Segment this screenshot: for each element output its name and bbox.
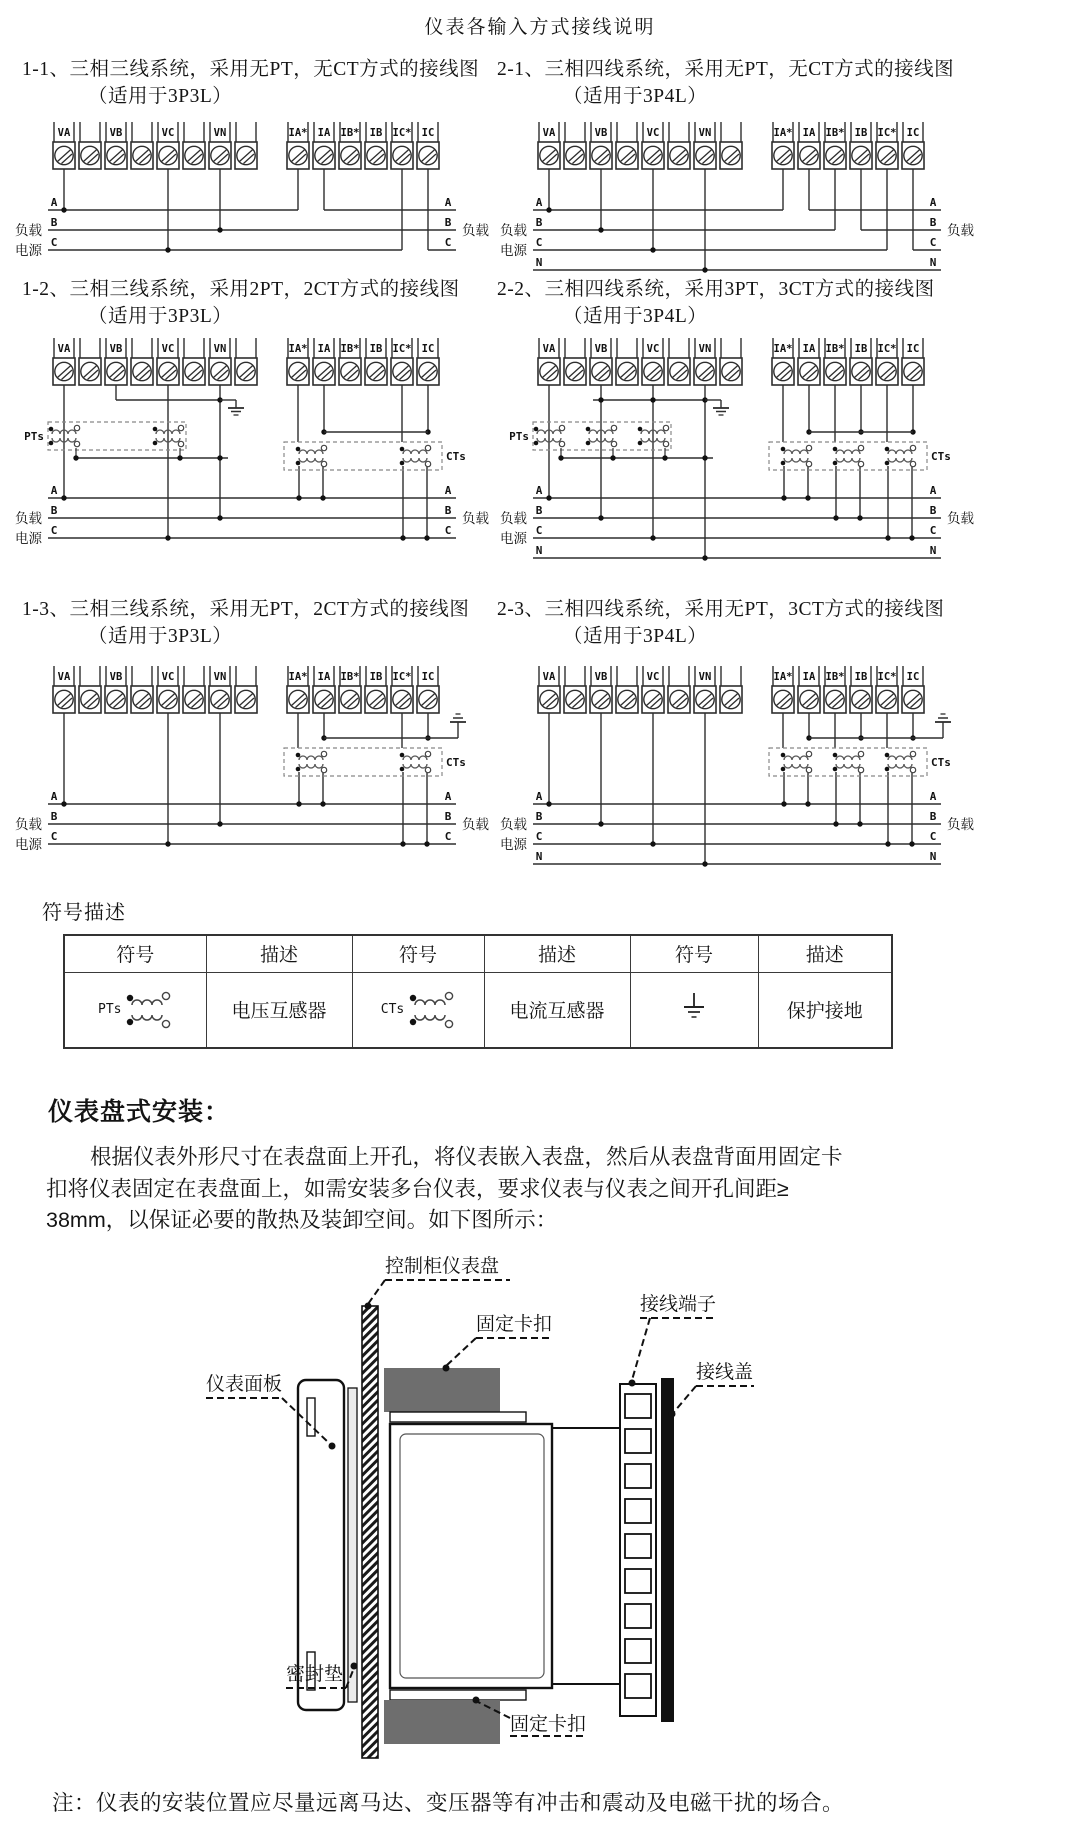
svg-text:IC*: IC* (392, 671, 412, 683)
svg-text:IA: IA (802, 127, 816, 139)
svg-text:IB*: IB* (825, 127, 845, 139)
diagram-title: 2-3、三相四线系统，采用无PT，3CT方式的接线图 (497, 599, 945, 620)
svg-text:IB: IB (369, 671, 383, 683)
svg-text:IB: IB (854, 671, 868, 683)
svg-text:VA: VA (57, 127, 71, 139)
svg-text:B: B (535, 504, 543, 517)
pt-symbol-icon (124, 989, 172, 1031)
ct-label: CTs (380, 1002, 405, 1018)
col-header: 描述 (484, 935, 630, 972)
svg-text:电源: 电源 (500, 243, 527, 258)
svg-text:N: N (929, 256, 937, 269)
svg-text:电源: 电源 (500, 531, 527, 546)
svg-text:负载: 负载 (462, 511, 489, 526)
svg-text:IB: IB (854, 127, 868, 139)
wiring-cover-bar (661, 1378, 674, 1722)
svg-text:VC: VC (646, 343, 660, 355)
svg-text:IC*: IC* (877, 343, 897, 355)
svg-text:负载: 负载 (947, 223, 974, 238)
svg-text:CTs: CTs (446, 756, 466, 769)
svg-text:B: B (50, 504, 58, 517)
svg-text:IA: IA (802, 343, 816, 355)
ct-description: 电流互感器 (484, 972, 630, 1048)
svg-text:C: C (444, 524, 452, 537)
label-fixing-clip-top (443, 1313, 553, 1372)
svg-text:C: C (444, 830, 452, 843)
svg-text:电源: 电源 (500, 837, 527, 852)
svg-text:C: C (929, 830, 937, 843)
svg-text:VN: VN (213, 343, 227, 355)
svg-text:B: B (444, 216, 452, 229)
svg-text:负载: 负载 (500, 817, 527, 832)
diagram-heading-2-1 (497, 56, 954, 110)
svg-text:A: A (444, 196, 452, 209)
svg-text:A: A (50, 484, 58, 497)
svg-text:负载: 负载 (500, 511, 527, 526)
label-seal-gasket (286, 1663, 358, 1689)
wiring-diagram-1-3 (12, 662, 492, 859)
svg-text:N: N (535, 850, 543, 863)
svg-text:负载: 负载 (947, 511, 974, 526)
wiring-diagram-2-1 (497, 118, 977, 285)
svg-text:C: C (535, 830, 543, 843)
svg-text:A: A (929, 790, 937, 803)
label-wiring-cover (669, 1361, 755, 1418)
symbol-table-row (64, 972, 892, 1048)
svg-text:固定卡扣: 固定卡扣 (476, 1314, 553, 1335)
svg-text:负载: 负载 (947, 817, 974, 832)
svg-text:VC: VC (161, 671, 175, 683)
svg-text:C: C (929, 524, 937, 537)
ground-description: 保护接地 (758, 972, 892, 1048)
svg-text:IA: IA (802, 671, 816, 683)
svg-text:VN: VN (213, 127, 227, 139)
svg-text:C: C (50, 524, 58, 537)
svg-text:N: N (535, 256, 543, 269)
svg-text:B: B (929, 504, 937, 517)
svg-text:VN: VN (698, 127, 712, 139)
svg-text:VA: VA (542, 671, 556, 683)
svg-text:C: C (929, 236, 937, 249)
svg-text:负载: 负载 (500, 223, 527, 238)
svg-text:电源: 电源 (15, 243, 42, 258)
svg-text:C: C (535, 236, 543, 249)
installation-paragraph (46, 1142, 1056, 1237)
meter-body (390, 1424, 620, 1688)
paragraph-line: 扣将仪表固定在表盘面上，如需安装多台仪表，要求仪表与仪表之间开孔间距≥ (46, 1176, 789, 1201)
svg-text:N: N (929, 850, 937, 863)
meter-front-bezel (298, 1380, 344, 1710)
svg-text:IC: IC (421, 343, 435, 355)
diagram-subtitle: （适用于3P4L） (563, 306, 708, 327)
col-header: 符号 (352, 935, 484, 972)
svg-text:B: B (929, 810, 937, 823)
wiring-diagram-svg (12, 118, 492, 260)
svg-text:A: A (444, 484, 452, 497)
pt-label: PTs (98, 1002, 122, 1018)
diagram-title: 1-2、三相三线系统，采用2PT，2CT方式的接线图 (22, 279, 460, 300)
diagram-title: 1-3、三相三线系统，采用无PT，2CT方式的接线图 (22, 599, 470, 620)
fixing-clip-top (384, 1368, 526, 1422)
wiring-diagram-svg (497, 662, 977, 874)
svg-text:VC: VC (161, 343, 175, 355)
svg-text:A: A (535, 484, 543, 497)
wiring-diagram-1-1 (12, 118, 492, 265)
panel-installation-figure (180, 1248, 820, 1773)
svg-text:A: A (444, 790, 452, 803)
diagram-heading-2-3 (497, 596, 944, 650)
svg-text:VB: VB (109, 343, 123, 355)
diagram-title: 1-1、三相三线系统，采用无PT，无CT方式的接线图 (22, 59, 480, 80)
svg-text:接线端子: 接线端子 (640, 1294, 717, 1315)
svg-text:IB*: IB* (825, 343, 845, 355)
svg-text:N: N (535, 544, 543, 557)
diagram-title: 2-2、三相四线系统，采用3PT，3CT方式的接线图 (497, 279, 935, 300)
ground-symbol-icon (675, 988, 713, 1026)
col-header: 符号 (64, 935, 206, 972)
svg-text:IB: IB (854, 343, 868, 355)
wiring-diagram-svg (12, 662, 492, 854)
svg-text:CTs: CTs (446, 450, 466, 463)
svg-text:IC: IC (906, 127, 920, 139)
svg-text:IA*: IA* (288, 343, 308, 355)
diagram-subtitle: （适用于3P4L） (563, 86, 708, 107)
svg-text:IC*: IC* (877, 127, 897, 139)
svg-text:VA: VA (542, 127, 556, 139)
diagram-heading-1-1 (22, 56, 479, 110)
diagram-subtitle: （适用于3P3L） (88, 306, 233, 327)
svg-text:电源: 电源 (15, 531, 42, 546)
svg-text:IC: IC (421, 127, 435, 139)
svg-text:VA: VA (542, 343, 556, 355)
svg-text:VB: VB (594, 671, 608, 683)
wiring-diagram-2-2 (497, 334, 977, 573)
svg-text:负载: 负载 (15, 511, 42, 526)
svg-text:IA*: IA* (773, 343, 793, 355)
diagram-subtitle: （适用于3P3L） (88, 626, 233, 647)
svg-text:控制柜仪表盘: 控制柜仪表盘 (385, 1256, 500, 1277)
ct-symbol-cell (353, 989, 484, 1031)
svg-text:负载: 负载 (15, 223, 42, 238)
svg-text:IA*: IA* (288, 671, 308, 683)
svg-text:VN: VN (698, 343, 712, 355)
svg-text:IC*: IC* (877, 671, 897, 683)
svg-text:IA: IA (317, 127, 331, 139)
svg-text:IA: IA (317, 343, 331, 355)
page-title: 仪表各输入方式接线说明 (424, 17, 656, 38)
svg-text:IB: IB (369, 343, 383, 355)
col-header: 符号 (630, 935, 758, 972)
seal-gasket-strip (348, 1388, 357, 1702)
svg-text:CTs: CTs (931, 450, 951, 463)
svg-text:C: C (444, 236, 452, 249)
diagram-heading-1-3 (22, 596, 469, 650)
svg-text:A: A (535, 790, 543, 803)
installation-note: 注：仪表的安装位置应尽量远离马达、变压器等有冲击和震动及电磁干扰的场合。 (52, 1791, 845, 1815)
diagram-title: 2-1、三相四线系统，采用无PT，无CT方式的接线图 (497, 59, 955, 80)
fixing-clip-bottom (384, 1690, 526, 1744)
svg-text:IB*: IB* (340, 343, 360, 355)
svg-text:VB: VB (109, 127, 123, 139)
svg-text:PTs: PTs (509, 430, 529, 443)
svg-text:负载: 负载 (462, 223, 489, 238)
terminal-block-stack (620, 1384, 656, 1716)
wiring-diagram-1-2 (12, 334, 492, 553)
svg-text:IC*: IC* (392, 127, 412, 139)
svg-text:负载: 负载 (462, 817, 489, 832)
svg-text:VC: VC (161, 127, 175, 139)
symbol-table-header-row (64, 935, 892, 972)
svg-text:VA: VA (57, 343, 71, 355)
ct-symbol-icon (407, 989, 455, 1031)
wiring-diagram-svg (12, 334, 492, 548)
pt-description: 电压互感器 (206, 972, 352, 1048)
diagram-subtitle: （适用于3P4L） (563, 626, 708, 647)
paragraph-line: 根据仪表外形尺寸在表盘面上开孔，将仪表嵌入表盘，然后从表盘背面用固定卡 (90, 1145, 843, 1169)
col-header: 描述 (758, 935, 892, 972)
svg-text:A: A (50, 196, 58, 209)
svg-text:VB: VB (594, 343, 608, 355)
cabinet-panel-bar (362, 1306, 378, 1758)
svg-text:B: B (50, 216, 58, 229)
wiring-diagram-svg (497, 334, 977, 568)
svg-text:仪表面板: 仪表面板 (206, 1374, 283, 1395)
svg-text:VC: VC (646, 127, 660, 139)
svg-text:N: N (929, 544, 937, 557)
svg-text:密封垫: 密封垫 (286, 1664, 344, 1685)
svg-text:VC: VC (646, 671, 660, 683)
wiring-diagram-2-3 (497, 662, 977, 879)
svg-text:电源: 电源 (15, 837, 42, 852)
svg-text:C: C (535, 524, 543, 537)
svg-text:VN: VN (213, 671, 227, 683)
paragraph-line: 38mm，以保证必要的散热及装卸空间。如下图所示： (46, 1208, 558, 1232)
svg-text:VB: VB (109, 671, 123, 683)
svg-text:A: A (50, 790, 58, 803)
svg-text:PTs: PTs (24, 430, 44, 443)
svg-text:A: A (929, 196, 937, 209)
svg-text:负载: 负载 (15, 817, 42, 832)
svg-text:A: A (535, 196, 543, 209)
svg-text:VA: VA (57, 671, 71, 683)
pt-symbol-cell (65, 989, 206, 1031)
svg-text:B: B (535, 810, 543, 823)
svg-text:B: B (444, 810, 452, 823)
symbol-section-title: 符号描述 (42, 902, 126, 924)
svg-text:VB: VB (594, 127, 608, 139)
svg-text:接线盖: 接线盖 (696, 1362, 754, 1383)
svg-text:B: B (50, 810, 58, 823)
svg-text:B: B (535, 216, 543, 229)
svg-text:IB*: IB* (340, 127, 360, 139)
svg-text:A: A (929, 484, 937, 497)
symbol-table (63, 934, 893, 1049)
svg-text:IC: IC (421, 671, 435, 683)
svg-text:IA: IA (317, 671, 331, 683)
diagram-heading-1-2 (22, 276, 460, 330)
svg-text:IC*: IC* (392, 343, 412, 355)
svg-text:固定卡扣: 固定卡扣 (510, 1714, 587, 1735)
diagram-subtitle: （适用于3P3L） (88, 86, 233, 107)
label-cabinet-panel (365, 1255, 511, 1310)
svg-text:IC: IC (906, 671, 920, 683)
svg-text:B: B (444, 504, 452, 517)
svg-text:IB*: IB* (825, 671, 845, 683)
svg-text:VN: VN (698, 671, 712, 683)
svg-text:IA*: IA* (773, 671, 793, 683)
svg-text:IB: IB (369, 127, 383, 139)
svg-text:IA*: IA* (773, 127, 793, 139)
svg-text:IA*: IA* (288, 127, 308, 139)
svg-text:C: C (50, 830, 58, 843)
wiring-diagram-svg (497, 118, 977, 280)
svg-text:CTs: CTs (931, 756, 951, 769)
svg-text:IB*: IB* (340, 671, 360, 683)
svg-text:IC: IC (906, 343, 920, 355)
svg-text:B: B (929, 216, 937, 229)
installation-heading: 仪表盘式安装： (48, 1098, 231, 1126)
svg-text:C: C (50, 236, 58, 249)
col-header: 描述 (206, 935, 352, 972)
